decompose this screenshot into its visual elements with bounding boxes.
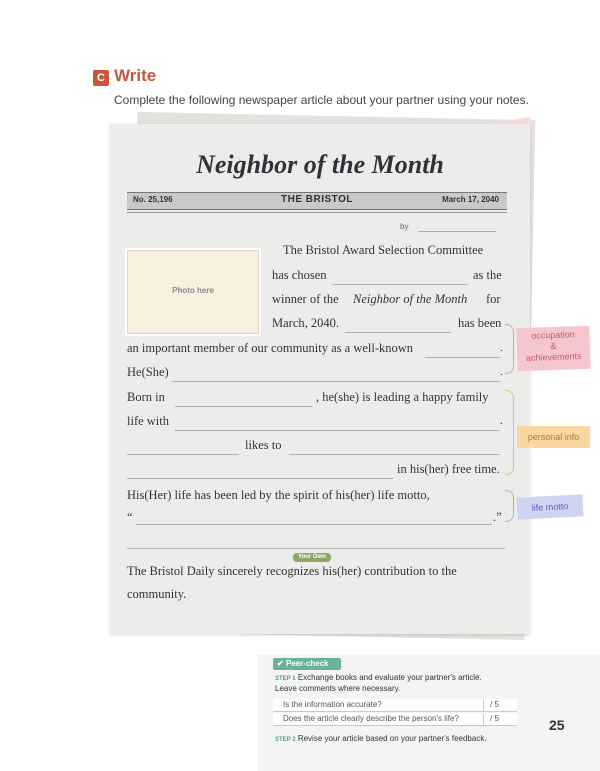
article-text: as the — [473, 268, 502, 282]
blank-occupation[interactable] — [425, 357, 500, 358]
step-1-label: STEP 1 — [275, 676, 296, 682]
section-badge: C — [93, 70, 109, 86]
article-text: He(She) — [127, 365, 169, 379]
article-text: for — [486, 292, 501, 306]
step-2-text: Revise your article based on your partner's feedback. — [297, 734, 487, 743]
peer-check-label: Peer-check — [285, 659, 329, 668]
blank-family[interactable] — [175, 430, 500, 431]
newspaper-name: THE BRISTOL — [281, 194, 353, 205]
step-1 — [275, 673, 482, 682]
blank-achievements[interactable] — [172, 381, 500, 382]
score-field[interactable]: / 5 — [483, 700, 499, 711]
step-2-label: STEP 2 — [275, 737, 296, 743]
article-text: has been — [458, 316, 502, 330]
life-motto-tag: life motto — [516, 494, 583, 519]
article-text: March, 2040. — [272, 316, 339, 330]
quote-open: “ — [127, 510, 133, 524]
motto-brace — [505, 490, 514, 522]
article-line-1: The Bristol Award Selection Committee — [283, 243, 484, 257]
your-own-line[interactable] — [127, 548, 505, 549]
masthead — [127, 192, 507, 210]
period: . — [500, 366, 503, 378]
personal-info-tag: personal info — [517, 426, 590, 448]
article-closing: community. — [127, 587, 187, 601]
byline-blank[interactable] — [418, 231, 496, 232]
article-closing: The Bristol Daily sincerely recognizes his(her) contribution to the — [127, 564, 457, 578]
score-field[interactable]: / 5 — [483, 714, 499, 725]
article-text: in his(her) free time. — [397, 462, 500, 476]
occupation-brace — [505, 324, 514, 374]
peer-check-badge — [273, 658, 341, 670]
quote-close: .” — [493, 510, 502, 524]
article-text: winner of the — [272, 292, 339, 306]
issue-number: No. 25,196 — [133, 195, 173, 204]
article-text: Born in — [127, 390, 165, 404]
blank-motto[interactable] — [136, 524, 492, 525]
newspaper-title: Neighbor of the Month — [196, 150, 444, 179]
question-text: Does the article clearly describe the person's life? — [283, 714, 459, 723]
step-1-text-2: Leave comments where necessary. — [275, 684, 401, 693]
occupation-tag-line: achievements — [525, 351, 582, 363]
occupation-tag — [516, 326, 590, 372]
peer-check-row[interactable] — [273, 699, 517, 712]
period: . — [500, 415, 503, 427]
blank-partner-name[interactable] — [332, 284, 468, 285]
section-title: Write — [114, 66, 157, 85]
personal-brace — [505, 390, 514, 475]
photo-placeholder[interactable] — [127, 250, 259, 334]
article-text: likes to — [245, 438, 282, 452]
your-own-label: Your Own — [293, 553, 331, 562]
byline-label: by — [400, 222, 409, 231]
step-2 — [275, 734, 487, 743]
article-text: life with — [127, 414, 170, 428]
blank-subject[interactable] — [127, 454, 239, 455]
article-text: an important member of our community as a well-known — [127, 341, 414, 355]
check-icon: ✔ — [277, 659, 286, 668]
occupation-tag-line: occupation — [531, 329, 575, 341]
page-number: 25 — [549, 717, 565, 733]
occupation-tag-line: & — [550, 340, 557, 352]
article-text-italic: Neighbor of the Month — [353, 292, 468, 306]
masthead-rule — [127, 212, 507, 213]
newspaper-date: March 17, 2040 — [442, 195, 499, 204]
article-text: , he(she) is leading a happy family — [316, 390, 489, 404]
instruction-text: Complete the following newspaper article about your partner using your notes. — [114, 93, 529, 107]
photo-label: Photo here — [172, 286, 214, 295]
blank-name[interactable] — [345, 332, 451, 333]
blank-hobby[interactable] — [289, 454, 500, 455]
blank-hobby-detail[interactable] — [127, 478, 393, 479]
peer-check-row[interactable] — [273, 713, 517, 726]
blank-birthplace[interactable] — [175, 406, 312, 407]
period: . — [500, 342, 503, 354]
article-text: has chosen — [272, 268, 327, 282]
question-text: Is the information accurate? — [283, 700, 382, 709]
step-1-text: Exchange books and evaluate your partner's article. — [297, 673, 482, 682]
article-text: His(Her) life has been led by the spirit of his(her) life motto, — [127, 488, 430, 502]
